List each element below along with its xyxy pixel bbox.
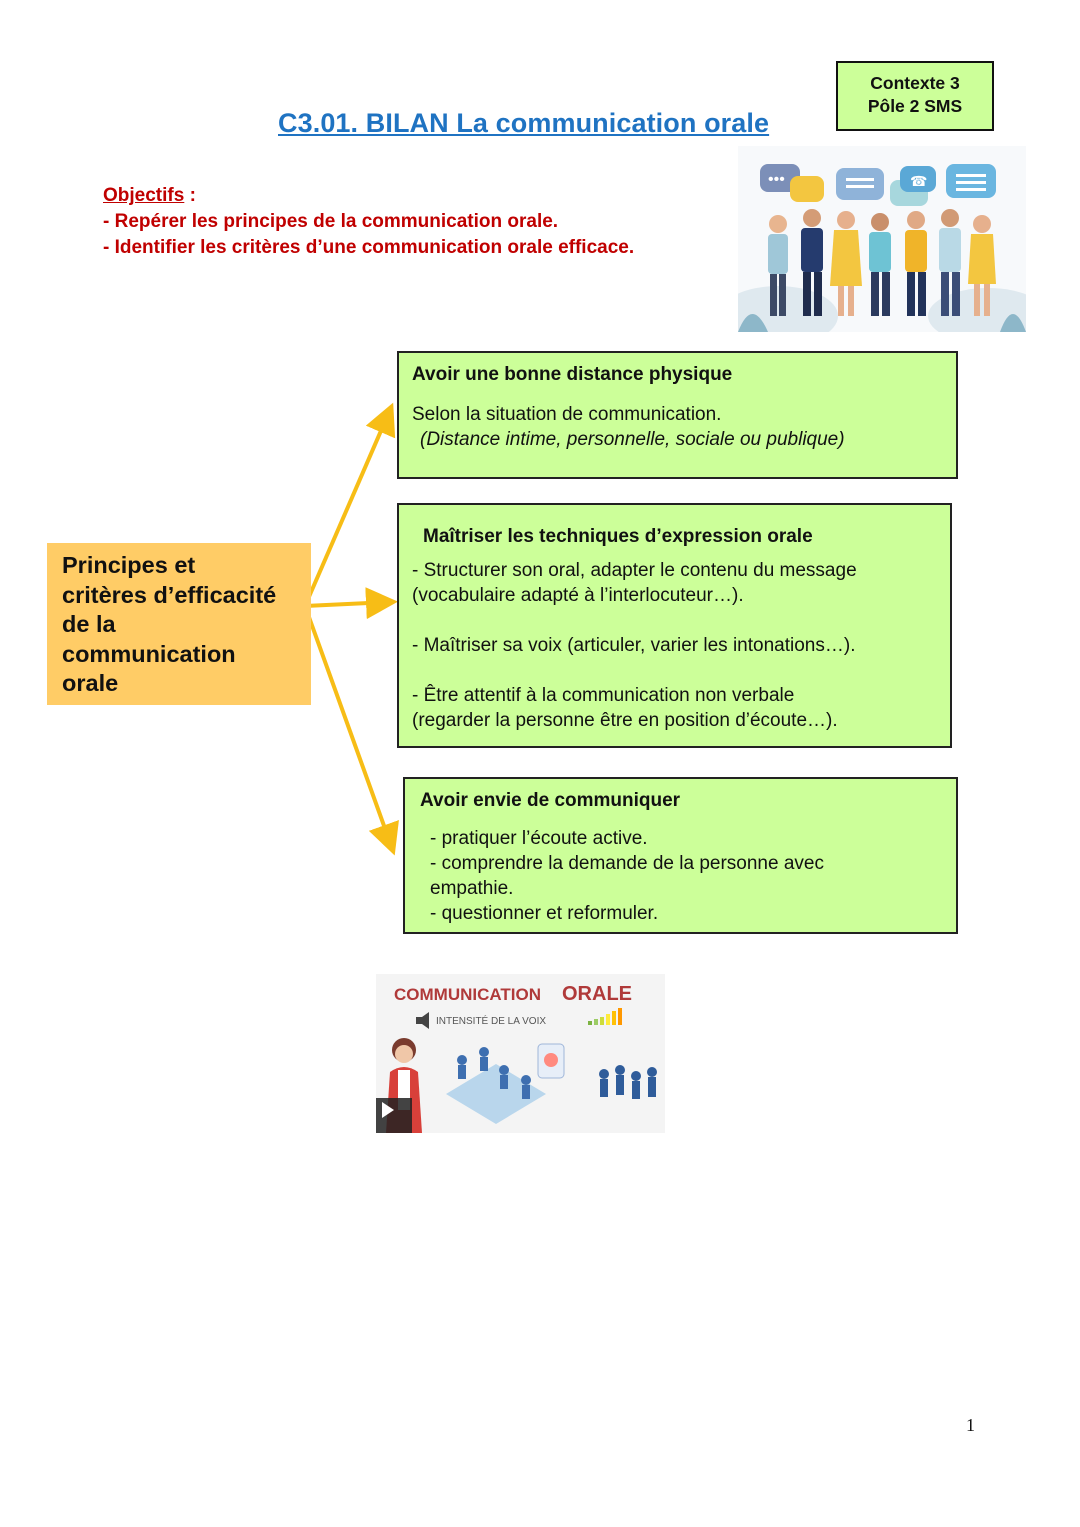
list-item: - comprendre la demande de la personne avec <box>430 853 824 874</box>
svg-text:☎: ☎ <box>910 174 928 190</box>
box-distance <box>397 351 958 479</box>
principle-box <box>47 543 311 705</box>
box-envie <box>403 777 958 934</box>
expression-line: (regarder la personne être en position d’écoute…). <box>412 710 838 731</box>
expression-line: - Structurer son oral, adapter le contenu du message <box>412 560 857 581</box>
principle-line: communication <box>62 640 236 667</box>
principle-line: critères d’efficacité <box>62 581 277 608</box>
expression-line: - Être attentif à la communication non verbale <box>412 685 795 706</box>
box-distance-note: (Distance intime, personnelle, sociale ou publique) <box>420 429 845 450</box>
list-item: - pratiquer l’écoute active. <box>430 828 648 849</box>
box-expression <box>397 503 952 748</box>
page-number: 1 <box>966 1415 975 1435</box>
expression-line: - Maîtriser sa voix (articuler, varier les intonations…). <box>412 635 856 656</box>
expression-paragraph <box>412 558 950 608</box>
envie-list <box>420 826 956 926</box>
objective-item: - Identifier les critères d’une communication orale efficace. <box>103 237 635 258</box>
principle-line: orale <box>62 670 119 696</box>
objectives-colon: : <box>184 185 196 206</box>
context-line-1: Contexte 3 <box>870 73 960 93</box>
video-thumbnail[interactable] <box>376 974 665 1133</box>
arrow-to-expression <box>305 602 390 606</box>
page-title: C3.01. BILAN La communication orale <box>278 108 770 138</box>
expression-paragraph <box>412 683 950 733</box>
arrow-to-envie <box>305 606 392 848</box>
arrow-to-distance <box>305 410 390 606</box>
context-line-2: Pôle 2 SMS <box>867 96 963 116</box>
principle-line: de la <box>62 611 116 637</box>
objective-item: - Repérer les principes de la communication orale. <box>103 211 559 232</box>
thumb-title-part1: COMMUNICATION <box>394 985 541 1004</box>
thumb-subtitle: INTENSITÉ DE LA VOIX <box>436 1016 547 1027</box>
principle-line: Principes et <box>62 552 196 578</box>
expression-line: (vocabulaire adapté à l’interlocuteur…). <box>412 585 744 606</box>
svg-text:•••: ••• <box>768 171 785 188</box>
box-envie-title: Avoir envie de communiquer <box>420 790 681 811</box>
expression-paragraph <box>412 633 950 658</box>
box-expression-title: Maîtriser les techniques d’expression orale <box>423 526 813 547</box>
box-distance-title: Avoir une bonne distance physique <box>412 364 733 385</box>
box-distance-text: Selon la situation de communication. <box>412 404 722 425</box>
thumb-title-part2: ORALE <box>562 983 632 1005</box>
list-item: empathie. <box>430 878 514 899</box>
objectives-label: Objectifs <box>103 185 185 206</box>
list-item: - questionner et reformuler. <box>430 903 659 924</box>
